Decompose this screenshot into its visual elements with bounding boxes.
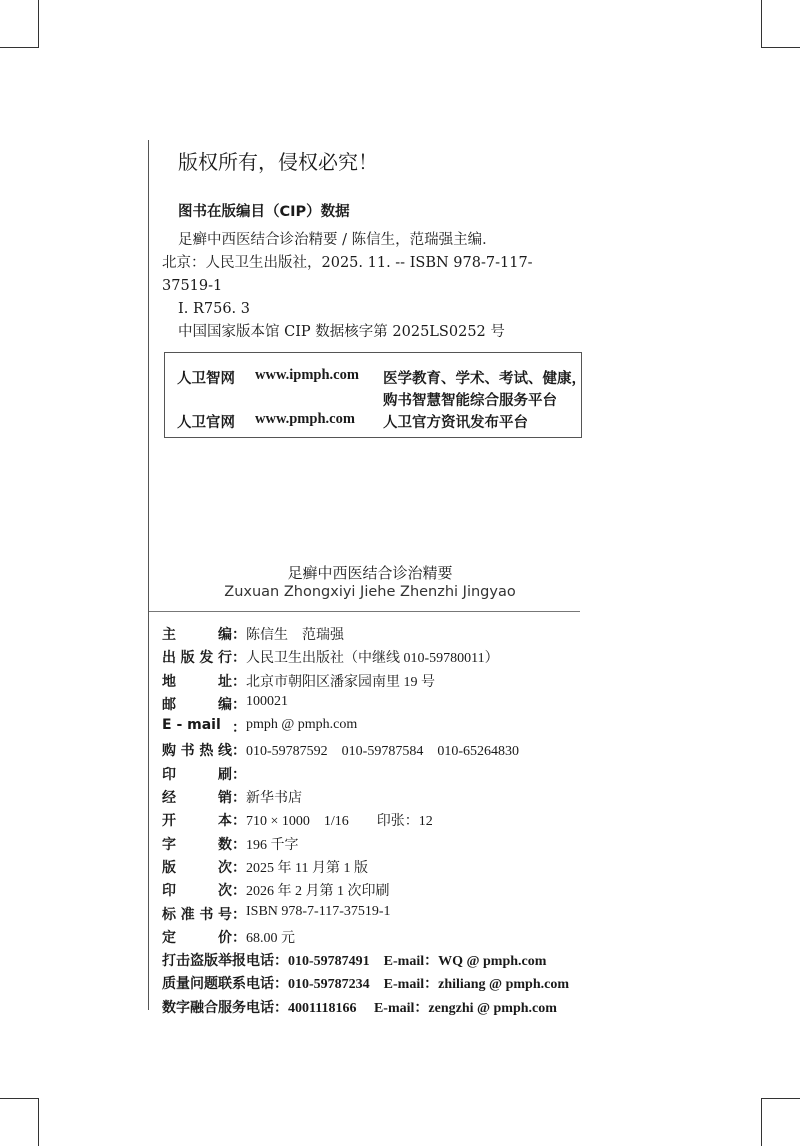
info-value: 陈信生 范瑞强 bbox=[246, 628, 344, 643]
info-row: 购 书 热 线 ： 010-59787592 010-59787584 010-65264830 bbox=[162, 740, 602, 763]
info-value: 2026 年 2 月第 1 次印刷 bbox=[246, 884, 390, 900]
info-value: 人民卫生出版社（中继线 010-59780011） bbox=[246, 651, 499, 667]
info-value: 010-59787592 010-59787584 010-65264830 bbox=[246, 744, 519, 760]
cip-line: 中国国家版本馆 CIP 数据核字第 2025LS0252 号 bbox=[178, 324, 505, 340]
contact-value: 010-59787234 E-mail：zhiliang @ pmph.com bbox=[288, 977, 569, 993]
info-value: 710 × 1000 1/16 印张：12 bbox=[246, 814, 433, 830]
book-title-pinyin: Zuxuan Zhongxiyi Jiehe Zhenzhi Jingyao bbox=[224, 584, 516, 600]
crop-mark bbox=[38, 1098, 39, 1146]
info-label: 字 数 bbox=[162, 836, 232, 853]
site-url[interactable]: www.pmph.com bbox=[255, 411, 355, 427]
info-value: 北京市朝阳区潘家园南里 19 号 bbox=[246, 674, 435, 690]
crop-mark bbox=[762, 47, 800, 48]
crop-mark bbox=[761, 1098, 762, 1146]
info-label: 印 刷 bbox=[162, 766, 232, 783]
contact-row: 质量问题联系电话 ： 010-59787234 E-mail：zhiliang @ pmph.com bbox=[162, 973, 602, 996]
info-label: 印 次 bbox=[162, 883, 232, 900]
info-label: E - mail bbox=[162, 717, 221, 734]
info-value: 2025 年 11 月第 1 版 bbox=[246, 860, 368, 876]
info-value: 新华书店 bbox=[246, 791, 302, 807]
crop-mark bbox=[762, 1098, 800, 1099]
info-label: 邮 编 bbox=[162, 696, 232, 713]
info-label: 定 价 bbox=[162, 929, 232, 946]
info-row: E - mail ： pmph @ pmph.com bbox=[162, 717, 602, 740]
divider bbox=[149, 611, 580, 612]
cip-line: 37519-1 bbox=[162, 278, 223, 294]
contact-label: 质量问题联系电话 bbox=[162, 976, 274, 993]
cip-line: 北京：人民卫生出版社，2025. 11. -- ISBN 978-7-117- bbox=[162, 255, 533, 271]
contact-value: 4001118166 E-mail：zengzhi @ pmph.com bbox=[288, 1000, 557, 1016]
site-url[interactable]: www.ipmph.com bbox=[255, 367, 359, 383]
site-name: 人卫智网 bbox=[177, 371, 235, 387]
info-row: 印 刷 ： bbox=[162, 764, 602, 787]
info-row: 地 址 ： 北京市朝阳区潘家园南里 19 号 bbox=[162, 671, 602, 694]
info-row: 定 价 ： 68.00 元 bbox=[162, 927, 602, 950]
contact-label: 打击盗版举报电话 bbox=[162, 953, 274, 970]
info-row: 邮 编 ： 100021 bbox=[162, 694, 602, 717]
contact-label: 数字融合服务电话 bbox=[162, 999, 274, 1016]
crop-mark bbox=[0, 47, 38, 48]
info-value: 68.00 元 bbox=[246, 930, 295, 946]
crop-mark bbox=[38, 0, 39, 48]
copyright-notice: 版权所有，侵权必究！ bbox=[178, 150, 378, 174]
info-label: 地 址 bbox=[162, 673, 232, 690]
info-label: 标 准 书 号 bbox=[162, 906, 232, 923]
info-row: 经 销 ： 新华书店 bbox=[162, 787, 602, 810]
info-row: 开 本 ： 710 × 1000 1/16 印张：12 bbox=[162, 810, 602, 833]
contact-row: 数字融合服务电话 ： 4001118166 E-mail：zengzhi @ pmph.com bbox=[162, 997, 602, 1020]
cip-heading: 图书在版编目（CIP）数据 bbox=[178, 204, 350, 220]
info-value: ISBN 978-7-117-37519-1 bbox=[246, 903, 391, 919]
info-row: 出 版 发 行 ： 人民卫生出版社（中继线 010-59780011） bbox=[162, 647, 602, 670]
site-desc: 购书智慧智能综合服务平台 bbox=[383, 393, 557, 409]
info-label: 主 编 bbox=[162, 627, 232, 643]
contact-row: 打击盗版举报电话 ： 010-59787491 E-mail：WQ @ pmph.com bbox=[162, 950, 602, 973]
info-label: 开 本 bbox=[162, 813, 232, 830]
info-label: 出 版 发 行 bbox=[162, 650, 232, 667]
info-label: 版 次 bbox=[162, 859, 232, 876]
info-row: 字 数 ： 196 千字 bbox=[162, 834, 602, 857]
book-title: 足癣中西医结合诊治精要 bbox=[287, 564, 453, 582]
info-row: 印 次 ： 2026 年 2 月第 1 次印刷 bbox=[162, 880, 602, 903]
cip-line: 足癣中西医结合诊治精要 / 陈信生，范瑞强主编． bbox=[178, 232, 497, 248]
info-value: 100021 bbox=[246, 693, 288, 709]
site-name: 人卫官网 bbox=[177, 415, 235, 431]
site-desc: 人卫官方资讯发布平台 bbox=[383, 415, 528, 431]
info-value: 196 千字 bbox=[246, 837, 299, 853]
info-value: pmph @ pmph.com bbox=[246, 717, 358, 733]
contact-value: 010-59787491 E-mail：WQ @ pmph.com bbox=[288, 954, 547, 970]
info-row: 主 编 ： 陈信生 范瑞强 bbox=[162, 624, 602, 647]
website-box bbox=[164, 352, 586, 438]
info-row: 标 准 书 号 ： ISBN 978-7-117-37519-1 bbox=[162, 904, 602, 927]
publication-info bbox=[162, 624, 602, 1020]
crop-mark bbox=[0, 1098, 38, 1099]
crop-mark bbox=[761, 0, 762, 48]
cip-line: Ⅰ. R756. 3 bbox=[178, 301, 250, 317]
info-label: 购 书 热 线 bbox=[162, 743, 232, 760]
site-desc: 医学教育、学术、考试、健康， bbox=[383, 371, 586, 387]
info-label: 经 销 bbox=[162, 790, 232, 807]
info-row: 版 次 ： 2025 年 11 月第 1 版 bbox=[162, 857, 602, 880]
